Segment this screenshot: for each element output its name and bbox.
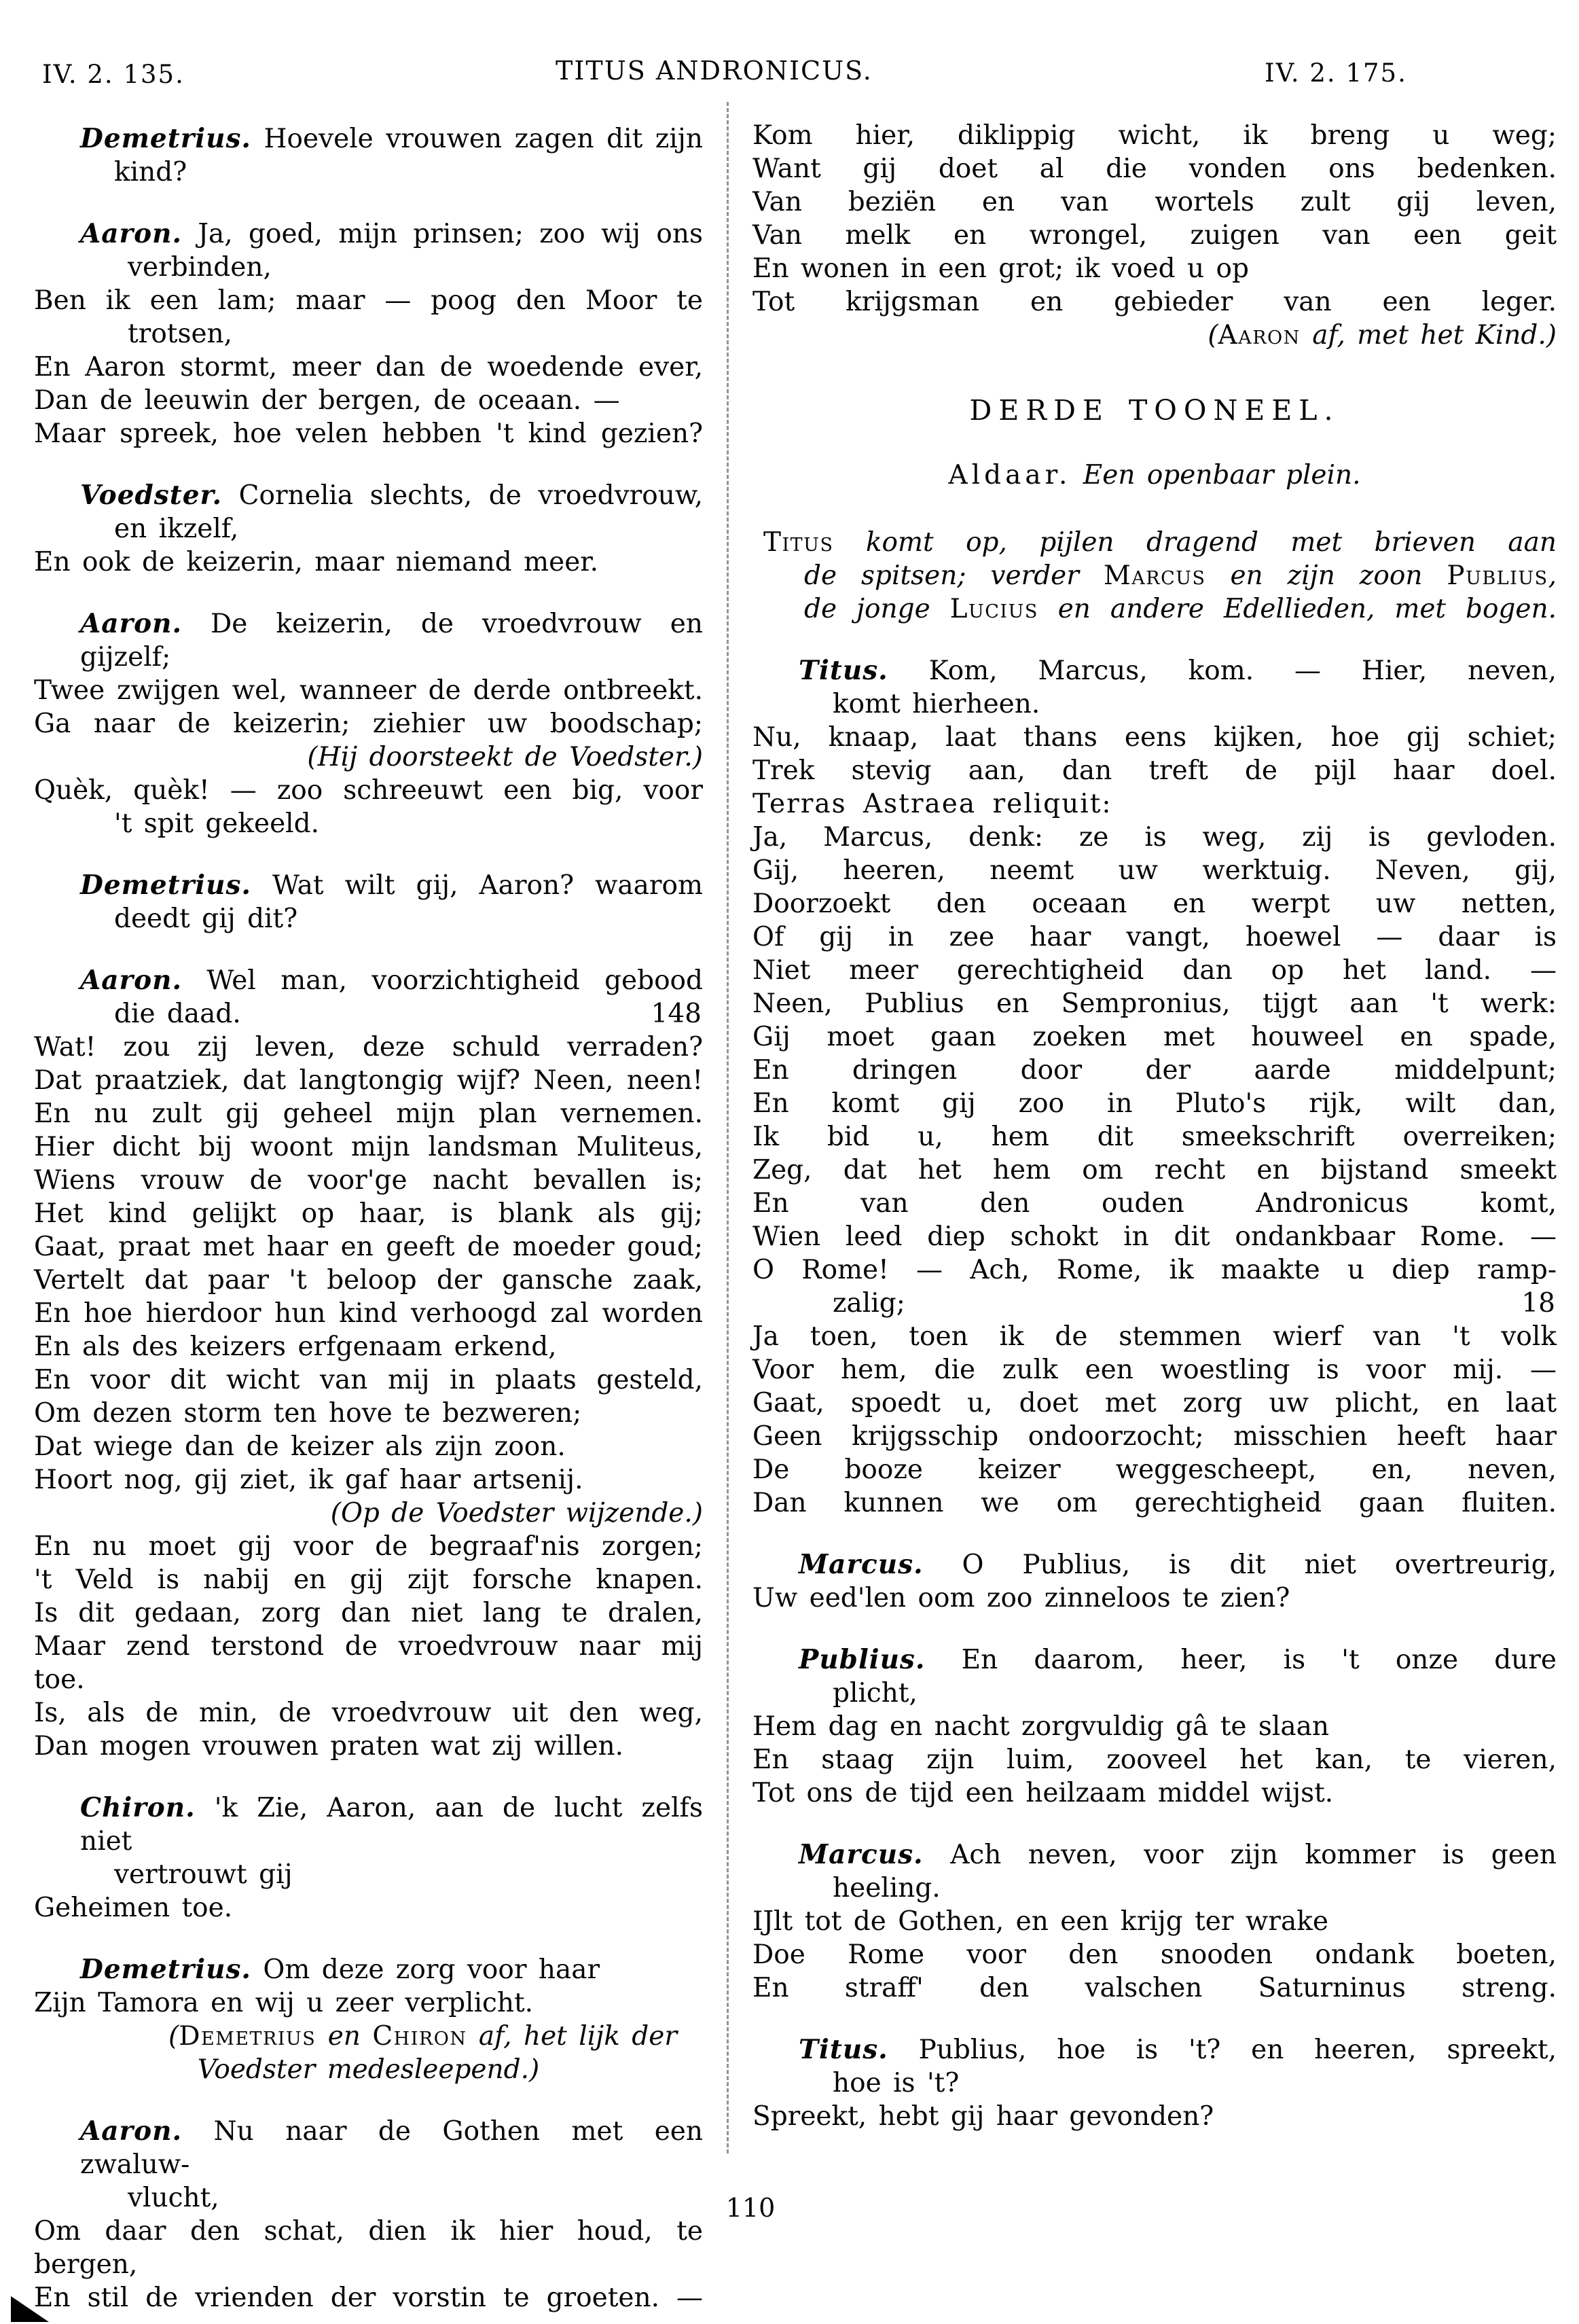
text-segment: hoe is 't? xyxy=(833,2068,960,2098)
text-line xyxy=(752,754,1557,787)
text-segment: Cornelia slechts, de vroedvrouw, xyxy=(222,480,703,511)
speaker-name: Aaron. xyxy=(80,965,183,996)
text-segment: Wiens vrouw de voor'ge nacht bevallen is; xyxy=(34,1165,703,1196)
text-segment: Ja, goed, mijn prinsen; zoo wij ons xyxy=(182,219,703,249)
text-segment: Quèk, quèk! — zoo schreeuwt een big, voor xyxy=(34,775,703,806)
text-line xyxy=(752,119,1557,152)
text-segment: Gaat, praat met haar en geeft de moeder goud; xyxy=(34,1232,703,1262)
text-segment: 't spit gekeeld. xyxy=(114,808,319,839)
text-line xyxy=(752,559,1557,592)
text-line xyxy=(752,185,1557,219)
text-line xyxy=(34,1858,703,1891)
text-line xyxy=(752,1938,1557,1971)
text-segment: Een openbaar plein. xyxy=(1083,460,1361,490)
text-line xyxy=(34,284,703,317)
text-segment: En stil de vrienden der vorstin te groeten. — xyxy=(34,2283,703,2313)
text-segment: Geheimen toe. xyxy=(34,1893,233,1923)
text-line xyxy=(752,1420,1557,1453)
text-line xyxy=(34,1596,703,1630)
text-segment: Om deze zorg voor haar xyxy=(251,1954,600,1985)
speaker-name: Titus. xyxy=(799,2034,888,2065)
text-segment: Gaat, spoedt u, doet met zorg uw plicht, en laat xyxy=(752,1388,1557,1418)
text-segment: Neen, Publius en Sempronius, tijgt aan 't werk: xyxy=(752,988,1557,1019)
text-line xyxy=(34,1330,703,1363)
text-line xyxy=(752,1154,1557,1187)
text-line xyxy=(752,854,1557,887)
text-line xyxy=(752,2067,1557,2100)
text-line xyxy=(752,987,1557,1020)
text-line xyxy=(752,219,1557,252)
page-number: 110 xyxy=(725,2193,776,2223)
text-line xyxy=(34,1696,703,1730)
text-segment: Hoevele vrouwen zagen dit zijn xyxy=(251,124,703,154)
text-line xyxy=(34,1730,703,1763)
text-line xyxy=(752,2100,1557,2133)
text-segment: Trek stevig aan, dan treft de pijl haar doel. xyxy=(752,755,1557,786)
text-segment: Wel man, voorzichtigheid gebood xyxy=(182,965,703,996)
text-line xyxy=(752,1581,1557,1615)
text-line xyxy=(752,1453,1557,1486)
character-name: Titus xyxy=(763,527,834,558)
text-segment: O Rome! — Ach, Rome, ik maakte u diep ramp- xyxy=(752,1255,1557,1285)
text-segment: Geen krijgsschip ondoorzocht; misschien heeft haar xyxy=(752,1421,1557,1452)
text-segment: Vertelt dat paar 't beloop der gansche zaak, xyxy=(34,1265,703,1295)
text-line xyxy=(752,721,1557,754)
text-line xyxy=(34,1197,703,1230)
text-line xyxy=(752,954,1557,987)
text-line xyxy=(34,351,703,384)
column-divider xyxy=(727,102,729,2153)
text-line xyxy=(34,807,703,840)
text-segment: vertrouwt gij xyxy=(114,1859,293,1890)
text-segment: Ach neven, voor zijn kommer is geen xyxy=(923,1840,1557,1870)
text-segment: Voor hem, die zulk een woestling is voor mij. — xyxy=(752,1355,1557,1385)
speech-block xyxy=(752,2033,1557,2133)
text-segment: (Op de Voedster wijzende.) xyxy=(330,1498,703,1529)
text-segment: En voor dit wicht van mij in plaats gesteld, xyxy=(34,1365,703,1395)
text-segment: En straff' den valschen Saturninus streng. xyxy=(752,1973,1557,2003)
text-line xyxy=(752,1020,1557,1054)
character-name: Publius xyxy=(1447,560,1548,591)
text-line xyxy=(752,887,1557,920)
text-segment: Kom hier, diklippig wicht, ik breng u weg; xyxy=(752,120,1557,151)
header-act-scene-left: IV. 2. 135. xyxy=(42,60,185,89)
text-line xyxy=(34,1130,703,1164)
text-segment: Kom, Marcus, kom. — Hier, neven, xyxy=(888,656,1557,686)
text-segment: en xyxy=(316,2021,373,2052)
text-segment: die daad. xyxy=(114,999,241,1029)
speaker-name: Publius. xyxy=(799,1644,926,1675)
text-line xyxy=(752,1677,1557,1710)
text-segment: O Publius, is dit niet overtreurig, xyxy=(923,1550,1557,1580)
text-segment: Ben ik een lam; maar — poog den Moor te xyxy=(34,285,703,316)
text-segment: Zeg, dat het hem om recht en bijstand smeekt xyxy=(752,1155,1557,1185)
speech-block xyxy=(34,1953,703,2086)
speech-block xyxy=(752,119,1557,352)
text-segment: Uw eed'len oom zoo zinneloos te zien? xyxy=(752,1583,1290,1613)
text-line xyxy=(34,2281,703,2314)
text-segment: Of gij in zee haar vangt, hoewel — daar is xyxy=(752,922,1557,952)
text-segment: Dan kunnen we om gerechtigheid gaan fluiten. xyxy=(752,1488,1557,1518)
text-line xyxy=(752,1548,1557,1581)
text-segment: Doe Rome voor den snooden ondank boeten, xyxy=(752,1939,1557,1970)
text-line xyxy=(34,707,703,740)
speaker-name: Aaron. xyxy=(80,218,183,249)
speaker-name: Voedster. xyxy=(80,480,223,511)
text-line xyxy=(752,1710,1557,1743)
text-segment: Dat wiege dan de keizer als zijn zoon. xyxy=(34,1431,566,1462)
speaker-name: Titus. xyxy=(799,655,888,686)
text-line xyxy=(752,1120,1557,1154)
text-segment: En wonen in een grot; ik voed u op xyxy=(752,253,1249,284)
text-line xyxy=(752,285,1557,319)
text-line xyxy=(34,1031,703,1064)
text-line xyxy=(752,1353,1557,1387)
character-name: Aaron xyxy=(1218,320,1301,351)
text-line xyxy=(752,1905,1557,1938)
text-segment: Terras Astraea reliquit: xyxy=(752,789,1112,819)
speaker-name: Demetrius. xyxy=(80,870,251,901)
verse-line-number: 148 xyxy=(651,999,702,1029)
text-segment: Gij, heeren, neemt uw werktuig. Neven, gij, xyxy=(752,855,1557,886)
text-segment: Niet meer gerechtigheid dan op het land. — xyxy=(752,955,1557,986)
text-segment: trotsen, xyxy=(128,319,233,349)
text-segment: , xyxy=(1548,560,1557,591)
text-segment: Dat praatziek, dat langtongig wijf? Neen, neen! xyxy=(34,1065,703,1096)
column-left xyxy=(34,122,703,2314)
text-segment: ( xyxy=(1208,320,1218,351)
text-segment: en ikzelf, xyxy=(114,514,239,544)
text-line xyxy=(34,1164,703,1197)
text-segment: Wat! zou zij leven, deze schuld verraden? xyxy=(34,1032,703,1062)
text-line xyxy=(752,1054,1557,1087)
text-segment: Zijn Tamora en wij u zeer verplicht. xyxy=(34,1988,534,2018)
text-segment: Dan mogen vrouwen praten wat zij willen. xyxy=(34,1731,624,1762)
text-line xyxy=(34,251,703,284)
text-line xyxy=(752,920,1557,954)
speaker-name: Marcus. xyxy=(799,1549,924,1580)
text-segment: deedt gij dit? xyxy=(114,904,298,934)
text-segment: Wat wilt gij, Aaron? waarom xyxy=(251,870,703,901)
text-segment: Hier dicht bij woont mijn landsman Muliteus, xyxy=(34,1132,703,1162)
column-right xyxy=(752,119,1557,2133)
entrance-block xyxy=(752,526,1557,626)
text-line xyxy=(752,252,1557,285)
text-line xyxy=(34,122,703,156)
text-segment: heeling. xyxy=(833,1873,941,1903)
text-line xyxy=(34,1230,703,1264)
text-segment: Ja toen, toen ik de stemmen wierf van 't volk xyxy=(752,1321,1557,1352)
speech-block xyxy=(34,122,703,189)
text-segment: Publius, hoe is 't? en heeren, spreekt, xyxy=(888,2035,1557,2065)
text-line xyxy=(34,1791,703,1858)
text-line xyxy=(752,1087,1557,1120)
text-line xyxy=(752,459,1557,492)
scan-artifact-mark xyxy=(11,2296,49,2322)
text-line xyxy=(752,1220,1557,1253)
text-line xyxy=(34,384,703,417)
text-line xyxy=(752,1776,1557,1810)
text-segment: 't Veld is nabij en gij zijt forsche knapen. xyxy=(34,1565,703,1595)
text-segment: 'k Zie, Aaron, aan de lucht zelfs niet xyxy=(80,1793,703,1857)
text-line xyxy=(34,317,703,351)
speech-block xyxy=(34,607,703,840)
text-line xyxy=(34,156,703,189)
speech-block xyxy=(34,1791,703,1925)
text-line xyxy=(752,1971,1557,2005)
text-line xyxy=(752,654,1557,687)
text-line xyxy=(34,417,703,450)
speech-block xyxy=(34,964,703,1763)
text-segment: Is dit gedaan, zorg dan niet lang te dralen, xyxy=(34,1598,703,1628)
text-segment: vlucht, xyxy=(128,2183,219,2213)
speaker-name: Aaron. xyxy=(80,608,183,639)
text-segment: De booze keizer weggescheept, en, neven, xyxy=(752,1454,1557,1485)
text-segment: en andere Edellieden, met bogen. xyxy=(1038,594,1557,624)
speaker-name: Marcus. xyxy=(799,1839,924,1870)
text-segment: af, het lijk der xyxy=(467,2021,677,2052)
text-segment: Maar zend terstond de vroedvrouw naar mij toe. xyxy=(34,1631,703,1695)
text-line xyxy=(34,774,703,807)
text-segment: En ook de keizerin, maar niemand meer. xyxy=(34,547,599,577)
text-line xyxy=(34,997,703,1031)
text-line xyxy=(34,2020,703,2053)
speech-block xyxy=(752,654,1557,1520)
speech-block xyxy=(34,869,703,935)
text-line xyxy=(34,479,703,512)
text-segment: Maar spreek, hoe velen hebben 't kind gezien? xyxy=(34,418,703,449)
text-line xyxy=(752,1253,1557,1287)
text-line xyxy=(34,2115,703,2181)
text-segment: komt op, pijlen dragend met brieven aan xyxy=(833,527,1557,558)
speech-block xyxy=(34,479,703,579)
text-line xyxy=(752,1486,1557,1520)
speech-block xyxy=(752,1548,1557,1615)
text-segment: Hoort nog, gij ziet, ik gaf haar artsenij. xyxy=(34,1465,583,1495)
text-line xyxy=(34,1891,703,1925)
text-line xyxy=(34,1563,703,1596)
speech-block xyxy=(752,1838,1557,2005)
text-segment: IJlt tot de Gothen, en een krijg ter wrake xyxy=(752,1906,1328,1937)
text-segment: plicht, xyxy=(833,1678,918,1709)
text-line xyxy=(34,217,703,251)
text-line xyxy=(752,1387,1557,1420)
text-line xyxy=(34,964,703,997)
text-segment: Is, als de min, de vroedvrouw uit den weg, xyxy=(34,1698,703,1728)
text-segment: Aldaar. xyxy=(948,460,1072,490)
text-segment: En als des keizers erfgenaam erkend, xyxy=(34,1331,557,1362)
text-line xyxy=(34,674,703,707)
text-segment: Van beziën en van wortels zult gij leven, xyxy=(752,187,1557,217)
text-line xyxy=(752,1838,1557,1872)
text-line xyxy=(34,740,703,774)
text-line xyxy=(34,1097,703,1130)
text-segment: Wien leed diep schokt in dit ondankbaar Rome. — xyxy=(752,1221,1557,1252)
text-line xyxy=(34,1953,703,1986)
text-segment: Dan de leeuwin der bergen, de oceaan. — xyxy=(34,385,620,416)
text-segment: Om daar den schat, dien ik hier houd, te bergen, xyxy=(34,2216,703,2280)
text-line xyxy=(34,607,703,674)
header-title: TITUS ANDRONICUS. xyxy=(556,56,873,86)
text-segment: Twee zwijgen wel, wanneer de derde ontbreekt. xyxy=(34,675,703,706)
text-line xyxy=(752,1187,1557,1220)
text-segment: Spreekt, hebt gij haar gevonden? xyxy=(752,2101,1214,2132)
character-name: Demetrius xyxy=(179,2021,316,2052)
speaker-name: Demetrius. xyxy=(80,123,251,154)
text-line xyxy=(752,2033,1557,2067)
text-line xyxy=(34,1463,703,1497)
setting-block xyxy=(752,459,1557,492)
text-segment: Hem dag en nacht zorgvuldig gâ te slaan xyxy=(752,1711,1329,1742)
text-segment: Voedster medesleepend.) xyxy=(197,2054,540,2085)
text-line xyxy=(34,1630,703,1696)
text-segment: Ja, Marcus, denk: ze is weg, zij is gevloden. xyxy=(752,822,1557,853)
speaker-name: Aaron. xyxy=(80,2115,183,2147)
text-line xyxy=(752,152,1557,185)
text-line xyxy=(34,902,703,935)
text-line xyxy=(34,512,703,546)
text-segment: kind? xyxy=(114,157,187,187)
text-segment: af, met het Kind.) xyxy=(1300,320,1557,351)
text-segment: Van melk en wrongel, zuigen van een geit xyxy=(752,220,1557,251)
text-line xyxy=(34,1430,703,1463)
text-segment xyxy=(1071,460,1083,490)
speaker-name: Chiron. xyxy=(80,1792,196,1823)
text-segment: En nu moet gij voor de begraaf'nis zorgen; xyxy=(34,1531,703,1562)
text-segment: Doorzoekt den oceaan en werpt uw netten, xyxy=(752,889,1557,919)
text-line xyxy=(752,687,1557,721)
text-segment: zalig; xyxy=(833,1288,905,1319)
text-line xyxy=(34,1986,703,2020)
text-segment: En daarom, heer, is 't onze dure xyxy=(925,1645,1557,1675)
text-segment: de jonge xyxy=(804,594,950,624)
text-segment: Om dezen storm ten hove te bezweren; xyxy=(34,1398,582,1429)
text-segment: Nu naar de Gothen met een zwaluw- xyxy=(80,2116,703,2180)
text-line xyxy=(752,592,1557,626)
text-line xyxy=(752,821,1557,854)
text-segment: De keizerin, de vroedvrouw en gijzelf; xyxy=(80,609,703,673)
text-line xyxy=(752,787,1557,821)
text-line xyxy=(34,1397,703,1430)
text-segment: En Aaron stormt, meer dan de woedende ever, xyxy=(34,352,703,382)
heading-block xyxy=(752,394,1557,427)
text-segment: Ga naar de keizerin; ziehier uw boodschap; xyxy=(34,709,703,739)
text-segment: Gij moet gaan zoeken met houweel en spade, xyxy=(752,1022,1557,1052)
text-line xyxy=(34,1264,703,1297)
text-line xyxy=(34,2053,703,2086)
text-segment: En dringen door der aarde middelpunt; xyxy=(752,1055,1557,1086)
character-name: Marcus xyxy=(1103,560,1206,591)
text-line xyxy=(752,319,1557,352)
text-segment: Tot krijgsman en gebieder van een leger. xyxy=(752,287,1557,317)
text-line xyxy=(34,869,703,902)
text-segment: verbinden, xyxy=(128,252,272,283)
text-segment: Ik bid u, hem dit smeekschrift overreiken; xyxy=(752,1122,1557,1152)
character-name: Lucius xyxy=(949,594,1038,624)
text-line xyxy=(34,546,703,579)
text-line xyxy=(752,1743,1557,1776)
text-segment: (Hij doorsteekt de Voedster.) xyxy=(307,742,703,772)
text-segment: En komt gij zoo in Pluto's rijk, wilt dan, xyxy=(752,1088,1557,1119)
text-line xyxy=(752,1320,1557,1353)
text-line xyxy=(34,1363,703,1397)
speech-block xyxy=(34,217,703,450)
text-segment: de spitsen; verder xyxy=(804,560,1104,591)
text-line xyxy=(752,394,1557,427)
text-line xyxy=(752,1643,1557,1677)
text-segment: Tot ons de tijd een heilzaam middel wijst. xyxy=(752,1778,1334,1808)
text-segment: Het kind gelijkt op haar, is blank als gij; xyxy=(34,1198,703,1229)
text-line xyxy=(34,1297,703,1330)
verse-line-number: 18 xyxy=(1521,1288,1555,1319)
text-line xyxy=(752,1872,1557,1905)
text-segment: En staag zijn luim, zooveel het kan, te vieren, xyxy=(752,1745,1557,1775)
text-segment: Want gij doet al die vonden ons bedenken. xyxy=(752,154,1557,184)
text-line xyxy=(34,1064,703,1097)
text-segment: En hoe hierdoor hun kind verhoogd zal worden xyxy=(34,1298,703,1329)
text-segment: ( xyxy=(168,2021,179,2052)
text-line xyxy=(34,2215,703,2281)
text-segment: Nu, knaap, laat thans eens kijken, hoe gij schiet; xyxy=(752,722,1557,753)
text-segment: en zijn zoon xyxy=(1205,560,1447,591)
speech-block xyxy=(752,1643,1557,1810)
text-segment: En van den ouden Andronicus komt, xyxy=(752,1188,1557,1219)
text-line xyxy=(752,526,1557,559)
header-act-scene-right: IV. 2. 175. xyxy=(1265,58,1407,88)
text-segment: DERDE TOONEEL. xyxy=(969,394,1340,427)
text-line xyxy=(752,1287,1557,1320)
text-line xyxy=(34,1497,703,1530)
speaker-name: Demetrius. xyxy=(80,1954,251,1985)
character-name: Chiron xyxy=(372,2021,467,2052)
text-line xyxy=(34,1530,703,1563)
text-segment: En nu zult gij geheel mijn plan vernemen. xyxy=(34,1098,703,1129)
text-segment: komt hierheen. xyxy=(833,689,1040,719)
